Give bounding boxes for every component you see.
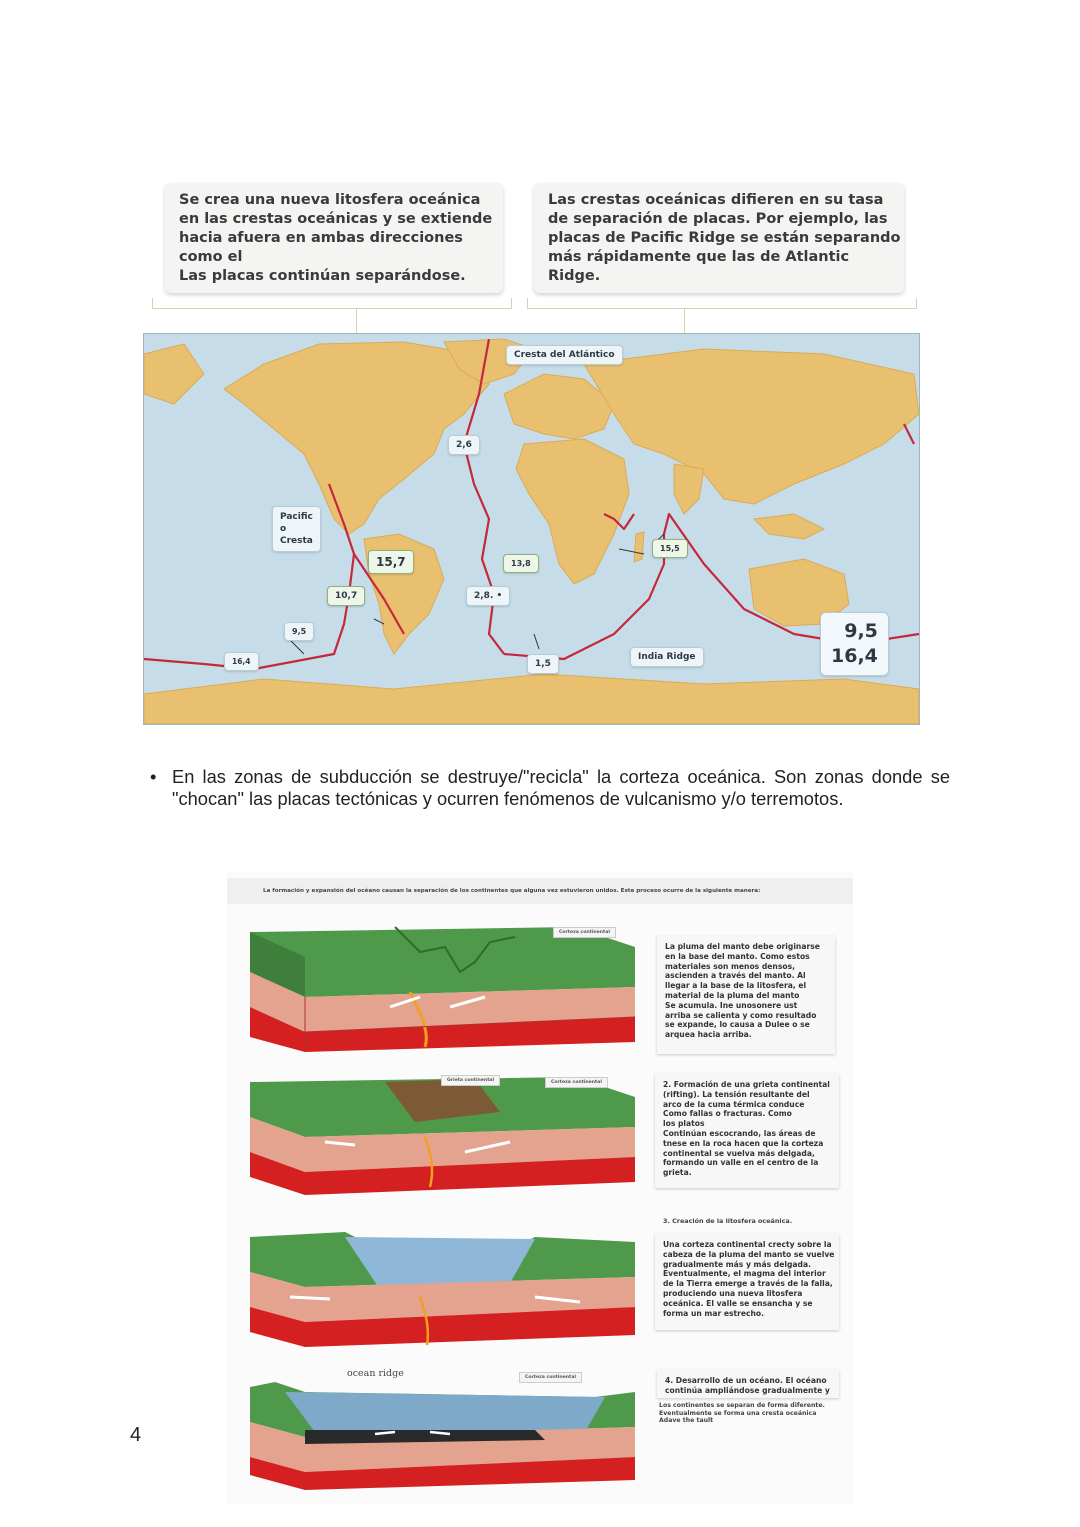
step-2-box [655,1074,839,1188]
step-note-line: Adave the tault [659,1417,714,1425]
step-line: materiales son menos densos, [665,961,795,971]
panel-ocean-lithosphere [245,1217,635,1352]
connector-line [684,308,685,334]
crust-label: Corteza continental [553,927,616,938]
step-line: oceánica. El valle se ensancha y se [663,1298,813,1308]
atlantic-ridge-label: Cresta del Atlántico [506,345,623,365]
step-line: continental se vuelva más delgada, [663,1148,815,1158]
step-line: Eventualmente, el magma del interior [663,1269,826,1279]
ocean-formation-figure [227,872,853,1504]
callout-line: Ridge. [548,268,601,284]
step-line: Continúan escocrando, las áreas de [663,1128,816,1138]
callout-new-lithosphere [165,183,503,293]
rate-label: 2,8. • [466,586,510,606]
step-line: en la base del manto. Como estos [665,951,810,961]
step-line: Como fallas o fracturas. Como [663,1109,792,1119]
callout-line: Las placas continúan separándose. [179,268,466,284]
callout-line: más rápidamente que las de Atlantic [548,249,850,265]
rate-label: 15,7 [368,550,414,574]
step-line: los platos [663,1119,705,1129]
step-line: forma un mar estrecho. [663,1308,765,1318]
step-line: arriba se calienta y como resultado [665,1010,817,1020]
step-line: Una corteza continental crecty sobre la [663,1240,832,1249]
rate-legend-big [820,612,889,676]
step-line: gradualmente más y más delgada. [663,1259,811,1269]
step-4-note [659,1402,825,1425]
crust-label: Corteza continental [545,1077,608,1088]
step-note-line: Eventualmente se forma una cresta oceánica [659,1409,817,1417]
rate-label: 10,7 [327,586,365,606]
pacific-ridge-label [272,506,321,552]
rate-label: 15,5 [652,539,688,558]
bullet-dot: • [150,766,157,787]
callout-line: de separación de placas. Por ejemplo, las [548,211,888,227]
rate-legend-value: 9,5 [844,620,878,642]
ocean-ridge-label: ocean ridge [347,1368,404,1379]
step-line: 2. Formación de una grieta continental [663,1080,830,1089]
crust-label: Corteza continental [519,1372,582,1383]
bracket-left [152,298,512,309]
step-line: grieta. [663,1168,692,1178]
step-line: formando un valle en el centro de la [663,1158,819,1168]
rate-label: 13,8 [503,554,539,573]
step-line: material de la pluma del manto [665,990,800,1000]
rate-legend-value: 16,4 [831,645,878,667]
rate-label: 2,6 [448,435,480,455]
pacific-ridge-line-2: o [280,524,287,534]
pacific-ridge-line-3: Cresta [280,536,313,546]
rate-label: 9,5 [284,622,314,641]
panel-ocean-development [245,1372,635,1492]
connector-line [356,308,357,334]
callout-line: Se crea una nueva litosfera oceánica [179,192,481,208]
subduction-bullet [150,766,950,810]
ocean-basin [285,1392,605,1432]
world-ridge-map [143,333,920,725]
step-line: 4. Desarrollo de un océano. El océano [665,1376,827,1385]
step-line: tnese en la roca hacen que la corteza [663,1138,824,1148]
step-line: Se acumula. Ine unosonere ust [665,1000,798,1010]
step-line: cabeza de la pluma del manto se vuelve [663,1249,835,1259]
step-line: arco de la cuma térmica conduce [663,1099,805,1109]
step-4-box [657,1370,839,1398]
callout-line: hacia afuera en ambas direcciones [179,230,463,246]
step-line: continúa ampliándose gradualmente y [665,1385,830,1395]
step-line: de la Tierra emerge a través de la falla, [663,1279,833,1289]
rate-label: 16,4 [224,652,259,671]
rate-label: 1,5 [527,654,559,674]
bullet-text: En las zonas de subducción se destruye/"recicla" la corteza oceánica. Son zonas donde se "chocan" las placas tectónicas y ocurren fenómenos de vulcanismo y/o terremotos. [172,766,950,809]
figure-header: La formación y expansión del océano causan la separación de los continentes que alguna vez estuvieron unidos. Este proceso ocurre de la siguiente manera: [227,878,853,904]
step-line: produciendo una nueva litosfera [663,1288,803,1298]
step-title: 3. Creación de la litosfera oceánica. [663,1217,793,1225]
step-line: ascienden a través del manto. Al [665,971,806,981]
callout-separation-rate [534,183,904,293]
step-line: llegar a la base de la litosfera, el [665,981,807,991]
step-line: se expande, lo causa a Dulee o se [665,1020,810,1030]
step-3-title [663,1218,792,1226]
callout-line: en las crestas oceánicas y se extiende [179,211,493,227]
callout-line: Las crestas oceánicas difieren en su tasa [548,192,884,208]
step-note-line: Los continentes se separan de forma diferente. [659,1402,825,1409]
callout-line: placas de Pacific Ridge se están separando [548,230,901,246]
step-line: La pluma del manto debe originarse [665,942,820,951]
india-ridge-label: India Ridge [630,647,704,667]
bracket-right [527,298,917,309]
step-1-box [657,936,835,1054]
page-number: 4 [130,1424,142,1446]
pacific-ridge-line-1: Pacific [280,512,313,522]
rift-label: Grieta continental [441,1075,500,1086]
step-line: (rifting). La tensión resultante del [663,1089,810,1099]
callout-line: como el [179,249,243,265]
step-3-box [655,1234,839,1330]
step-line: arquea hacia arriba. [665,1030,752,1040]
